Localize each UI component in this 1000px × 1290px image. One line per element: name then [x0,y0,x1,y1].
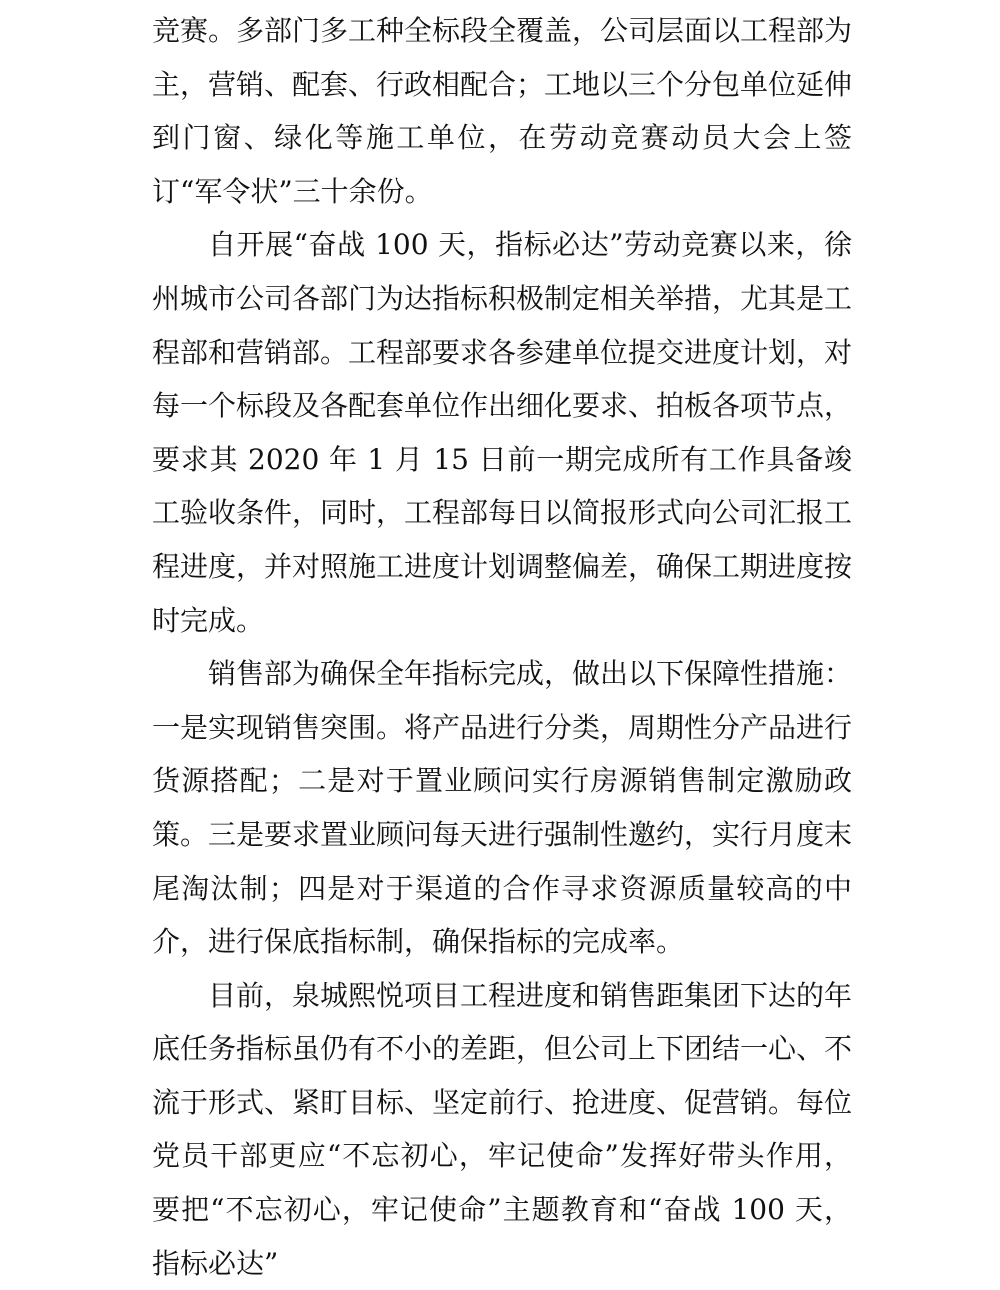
document-body [152,4,852,1290]
paragraph-sales-measures: 销售部为确保全年指标完成，做出以下保障性措施：一是实现销售突围。将产品进行分类，周期性分产品进行货源搭配；二是对于置业顾问实行房源销售制定激励政策。三是要求置业顾问每天进行强制性邀约，实行月度末尾淘汰制；四是对于渠道的合作寻求资源质量较高的中介，进行保底指标制，确保指标的完成率。 [152,657,853,959]
paragraph-current-status: 目前，泉城熙悦项目工程进度和销售距集团下达的年底任务指标虽仍有不小的差距，但公司上下团结一心、不流于形式、紧盯目标、坚定前行、抢进度、促营销。每位党员干部更应“不忘初心，牢记使命”发挥好带头作用，要把“不忘初心，牢记使命”主题教育和“奋战 100 天，指标必达” [152,978,853,1280]
paragraph-competition-coverage: 竞赛。多部门多工种全标段全覆盖，公司层面以工程部为主，营销、配套、行政相配合；工地以三个分包单位延伸到门窗、绿化等施工单位，在劳动竞赛动员大会上签订“军令状”三十余份。 [152,14,853,208]
paragraph-engineering-measures: 自开展“奋战 100 天，指标必达”劳动竞赛以来，徐州城市公司各部门为达指标积极制定相关举措，尤其是工程部和营销部。工程部要求各参建单位提交进度计划，对每一个标段及各配套单位作出细化要求、拍板各项节点，要求其 2020 年 1 月 15 日前一期完成所有工作具备竣工验收条件，同时，工程部每日以简报形式向公司汇报工程进度，并对照施工进度计划调整偏差，确保工期进度按时完成。 [152,228,853,637]
